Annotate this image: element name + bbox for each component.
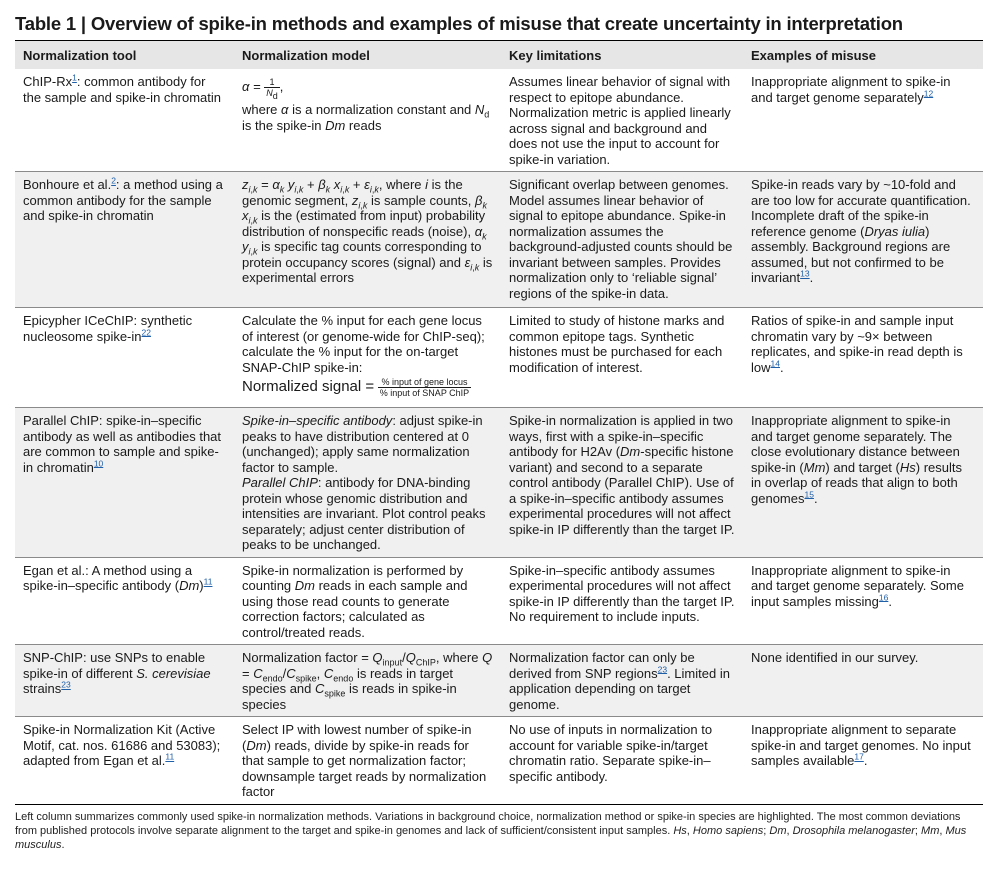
spike-in-table	[15, 41, 983, 804]
cell-misuse: Inappropriate alignment to spike-in and target genome separately$^{12}$	[743, 69, 983, 172]
cell-limitations: Assumes linear behavior of signal with respect to epitope abundance. Normalization metric is applied linearly across signal and background and does not use the input to account for spike-in variation.	[501, 69, 743, 172]
table-row	[15, 645, 983, 717]
table-row	[15, 408, 983, 558]
table-row	[15, 717, 983, 804]
fraction: $\frac{\text{\% input of gene locus}}{\text{\% input of SNAP ChIP}}$	[379, 377, 470, 398]
cell-model: Normalization factor = $Q_{input}/Q_{ChIP}$, where $Q = C_{endo}/C_{spike}$, $C_{endo}$ is reads in target species and $C_{spike}$ is reads in spike-in species	[234, 645, 501, 717]
cell-tool: Bonhoure et al.$^2$: a method using a common antibody for the sample and spike-in chromatin	[15, 172, 234, 308]
cell-limitations: Significant overlap between genomes. Model assumes linear behavior of signal to epitope abundance. Spike-in normalization assumes the background-adjusted counts should be invariant between samples. Provides normalization only to ‘reliable signal’ regions of the spike-in data.	[501, 172, 743, 308]
header-normalization-tool: Normalization tool	[15, 41, 234, 69]
reference-link[interactable]: 1	[72, 72, 77, 83]
cell-limitations: Limited to study of histone marks and common epitope tags. Synthetic histones must be purchased for each modification of interest.	[501, 308, 743, 408]
reference-link[interactable]: 23	[657, 664, 668, 675]
reference-link[interactable]: 14	[770, 358, 780, 369]
table-row	[15, 172, 983, 308]
cell-tool: Parallel ChIP: spike-in–specific antibody as well as antibodies that are common to sample and spike-in chromatin$^{10}$	[15, 408, 234, 558]
header-row	[15, 41, 983, 69]
reference-link[interactable]: 11	[203, 576, 213, 587]
reference-link[interactable]: 2	[111, 175, 116, 186]
reference-link[interactable]: 17	[854, 751, 864, 762]
table-row	[15, 557, 983, 645]
table-row	[15, 308, 983, 408]
cell-tool: SNP-ChIP: use SNPs to enable spike-in of different S. cerevisiae strains$^{23}$	[15, 645, 234, 717]
reference-link[interactable]: 13	[800, 268, 810, 279]
header-normalization-model: Normalization model	[234, 41, 501, 69]
cell-misuse: Inappropriate alignment to separate spike-in and target genomes. No input samples available$^{17}$.	[743, 717, 983, 804]
cell-tool: Epicypher ICeChIP: synthetic nucleosome spike-in$^{22}$	[15, 308, 234, 408]
cell-model: α = $\frac{1}{N_d}$ , where α is a normalization constant and $N_d$ is the spike-in Dm reads	[234, 69, 501, 172]
cell-misuse: Inappropriate alignment to spike-in and target genome separately. The close evolutionary distance between spike-in (Mm) and target (Hs) results in overlap of reads that align to both genomes$^{15}$.	[743, 408, 983, 558]
cell-model: Select IP with lowest number of spike-in (Dm) reads, divide by spike-in reads for that sample to get normalization factor; downsample target reads by normalization factor	[234, 717, 501, 804]
reference-link[interactable]: 22	[141, 327, 151, 338]
cell-limitations: Normalization factor can only be derived from SNP regions$^{23}$. Limited in application depending on target genome.	[501, 645, 743, 717]
table-row	[15, 69, 983, 172]
cell-limitations: Spike-in–specific antibody assumes experimental procedures will not affect spike-in IP differently than the target IP. No requirement to include inputs.	[501, 557, 743, 645]
table-title: Table 1 | Overview of spike-in methods and examples of misuse that create uncertainty in interpretation	[15, 13, 903, 34]
cell-tool: Spike-in Normalization Kit (Active Motif, cat. nos. 61686 and 53083); adapted from Egan et al.$^{11}$	[15, 717, 234, 804]
header-key-limitations: Key limitations	[501, 41, 743, 69]
cell-limitations: No use of inputs in normalization to account for variable spike-in/target chromatin ratio. Separate spike-in–specific antibody.	[501, 717, 743, 804]
cell-misuse: Spike-in reads vary by ~10-fold and are too low for accurate quantification. Incomplete draft of the spike-in reference genome (Dryas iulia) assembly. Background regions are assumed, but not confirmed to be invariant$^{13}$.	[743, 172, 983, 308]
cell-model: $z_{i,k} = \alpha_k$ $y_{i,k} + \beta_k$ $x_{i,k} + \varepsilon_{i,k}$, where i is the genomic segment, $z_{i,k}$ is sample counts, $\beta_k$ $x_{i,k}$ is the (estimated from input) probability distribution of nonspecific reads (noise), $\alpha_k$ $y_{i,k}$ is specific tag counts corresponding to protein occupancy scores (signal) and $\varepsilon_{i,k}$ is experimental errors	[234, 172, 501, 308]
cell-model: Calculate the % input for each gene locus of interest (or genome-wide for ChIP-seq); calculate the % input for the on-target SNAP-ChIP spike-in: Normalized signal = $\frac{\text{\% input of gene locus}}{\text{\% input of SNAP ChIP}}$	[234, 308, 501, 408]
cell-tool: Egan et al.: A method using a spike-in–specific antibody (Dm)$^{11}$	[15, 557, 234, 645]
cell-limitations: Spike-in normalization is applied in two ways, first with a spike-in–specific antibody for H2Av (Dm-specific histone variant) and second to a separate control antibody (Parallel ChIP). Use of a spike-in–specific antibody assumes experimental procedures will not affect spike-in IP differently than the target IP.	[501, 408, 743, 558]
reference-link[interactable]: 12	[923, 88, 934, 99]
cell-model: Spike-in normalization is performed by counting Dm reads in each sample and using those read counts to generate correction factors; calculated as control/treated reads.	[234, 557, 501, 645]
fraction: $\frac{1}{N_d}$	[266, 77, 278, 101]
cell-model: Spike-in–specific antibody: adjust spike-in peaks to have distribution centered at 0 (unchanged); apply same normalization factor to sample. Parallel ChIP: antibody for DNA-binding protein whose genomic distribution and intensities are invariant. Plot control peaks separately; adjust center distribution of peaks to be unchanged.	[234, 408, 501, 558]
reference-link[interactable]: 23	[61, 679, 71, 690]
cell-misuse: Ratios of spike-in and sample input chromatin vary by ~9× between replicates, and spike-in read depth is low$^{14}$.	[743, 308, 983, 408]
cell-misuse: None identified in our survey.	[743, 645, 983, 717]
cell-tool: ChIP-Rx$^1$: common antibody for the sample and spike-in chromatin	[15, 69, 234, 172]
header-examples-of-misuse: Examples of misuse	[743, 41, 983, 69]
reference-link[interactable]: 16	[878, 592, 889, 603]
reference-link[interactable]: 15	[804, 489, 814, 500]
table-footnote: Left column summarizes commonly used spike-in normalization methods. Variations in background choice, normalization method or spike-in species are highlighted. The most common deviations from published protocols involve separate alignment to the target and spike-in genomes and lack of sufficient/consistent input samples. Hs, Homo sapiens; Dm, Drosophila melanogaster; Mm, Mus musculus.	[15, 810, 967, 851]
table-page	[15, 12, 983, 852]
reference-link[interactable]: 11	[165, 751, 175, 762]
cell-misuse: Inappropriate alignment to spike-in and target genome separately. Some input samples missing$^{16}$.	[743, 557, 983, 645]
reference-link[interactable]: 10	[93, 458, 104, 469]
